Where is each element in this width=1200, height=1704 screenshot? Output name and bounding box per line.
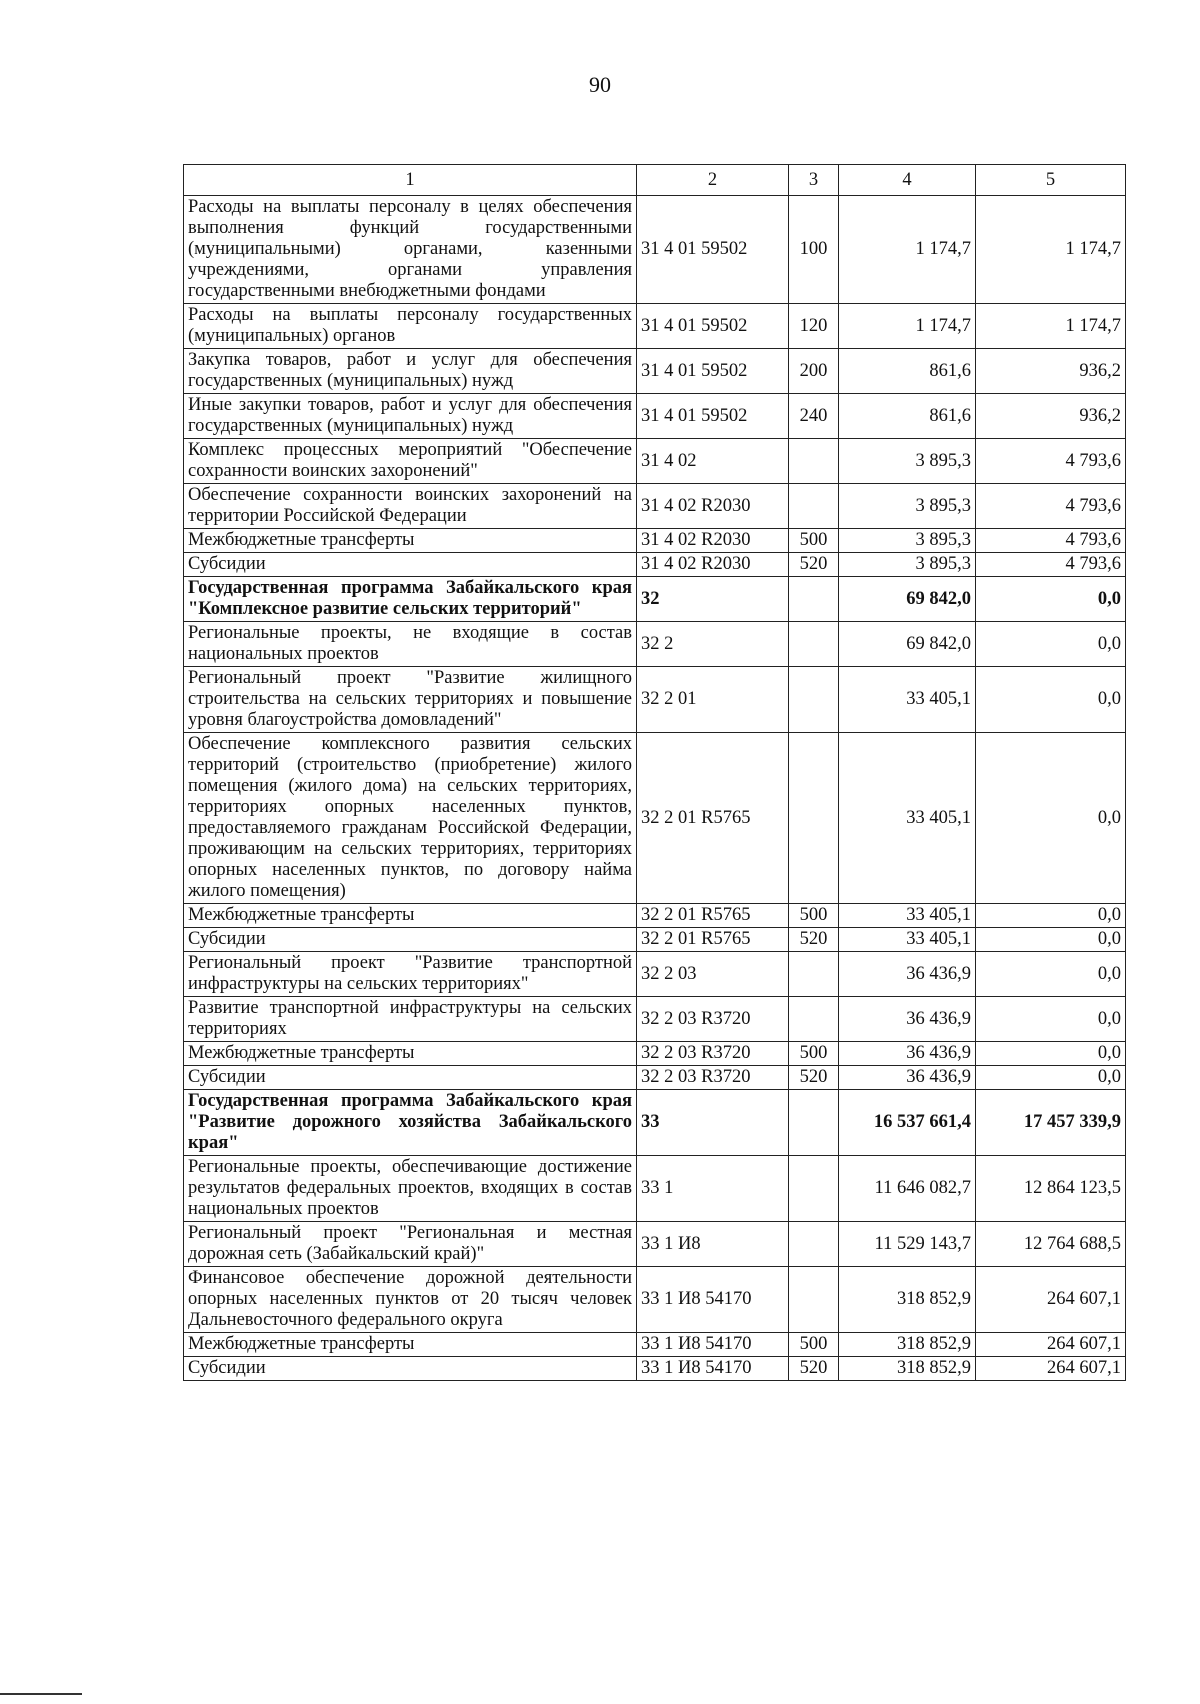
- row-name-cell: Субсидии: [184, 1066, 637, 1090]
- row-amount-year2-cell: 0,0: [976, 577, 1126, 622]
- row-name-cell: Региональные проекты, не входящие в состав национальных проектов: [184, 622, 637, 667]
- row-name-cell: Межбюджетные трансферты: [184, 904, 637, 928]
- row-amount-year1-cell: 33 405,1: [839, 667, 976, 733]
- table-row: [184, 529, 1126, 553]
- table-row: [184, 1357, 1126, 1381]
- row-amount-year2-cell: 0,0: [976, 928, 1126, 952]
- row-name-cell: Региональный проект "Развитие транспортной инфраструктуры на сельских территориях": [184, 952, 637, 997]
- row-name-cell: Обеспечение сохранности воинских захоронений на территории Российской Федерации: [184, 484, 637, 529]
- table-row: [184, 439, 1126, 484]
- row-type-cell: [789, 577, 839, 622]
- table-row: [184, 1156, 1126, 1222]
- row-code-cell: 32 2 03: [637, 952, 789, 997]
- row-code-cell: 32 2 01 R5765: [637, 904, 789, 928]
- table-row: [184, 1090, 1126, 1156]
- row-code-cell: 33 1 И8 54170: [637, 1357, 789, 1381]
- row-name-cell: Расходы на выплаты персоналу государственных (муниципальных) органов: [184, 304, 637, 349]
- row-code-cell: 32: [637, 577, 789, 622]
- table-row: [184, 394, 1126, 439]
- table-row: [184, 1042, 1126, 1066]
- row-type-cell: [789, 1267, 839, 1333]
- row-type-cell: 520: [789, 1066, 839, 1090]
- row-amount-year2-cell: 0,0: [976, 733, 1126, 904]
- row-type-cell: [789, 1156, 839, 1222]
- row-code-cell: 32 2 03 R3720: [637, 997, 789, 1042]
- row-code-cell: 33: [637, 1090, 789, 1156]
- header-col-1: 1: [184, 165, 637, 196]
- table-row: [184, 904, 1126, 928]
- row-type-cell: [789, 1222, 839, 1267]
- row-amount-year1-cell: 33 405,1: [839, 904, 976, 928]
- table-row: [184, 577, 1126, 622]
- row-name-cell: Межбюджетные трансферты: [184, 1333, 637, 1357]
- row-amount-year1-cell: 3 895,3: [839, 553, 976, 577]
- row-amount-year1-cell: 861,6: [839, 394, 976, 439]
- row-amount-year1-cell: 1 174,7: [839, 304, 976, 349]
- row-amount-year1-cell: 3 895,3: [839, 484, 976, 529]
- row-amount-year1-cell: 318 852,9: [839, 1333, 976, 1357]
- row-amount-year2-cell: 936,2: [976, 349, 1126, 394]
- row-amount-year2-cell: 264 607,1: [976, 1267, 1126, 1333]
- row-code-cell: 31 4 01 59502: [637, 394, 789, 439]
- row-type-cell: 240: [789, 394, 839, 439]
- row-amount-year1-cell: 3 895,3: [839, 439, 976, 484]
- page-number: 90: [589, 72, 611, 97]
- row-amount-year1-cell: 1 174,7: [839, 196, 976, 304]
- row-name-cell: Комплекс процессных мероприятий "Обеспечение сохранности воинских захоронений": [184, 439, 637, 484]
- row-type-cell: [789, 952, 839, 997]
- row-code-cell: 31 4 02 R2030: [637, 529, 789, 553]
- row-amount-year2-cell: 4 793,6: [976, 439, 1126, 484]
- row-name-cell: Субсидии: [184, 928, 637, 952]
- budget-table: [183, 164, 1126, 1381]
- row-code-cell: 33 1: [637, 1156, 789, 1222]
- row-amount-year1-cell: 36 436,9: [839, 1042, 976, 1066]
- row-code-cell: 31 4 01 59502: [637, 196, 789, 304]
- row-type-cell: 520: [789, 1357, 839, 1381]
- row-amount-year1-cell: 69 842,0: [839, 622, 976, 667]
- row-amount-year2-cell: 1 174,7: [976, 196, 1126, 304]
- row-amount-year2-cell: 4 793,6: [976, 553, 1126, 577]
- header-col-3: 3: [789, 165, 839, 196]
- row-amount-year1-cell: 36 436,9: [839, 952, 976, 997]
- row-code-cell: 32 2: [637, 622, 789, 667]
- row-type-cell: [789, 484, 839, 529]
- row-name-cell: Обеспечение комплексного развития сельских территорий (строительство (приобретение) жилого помещения (жилого дома) на сельских территориях, территориях опорных населенных пунктов, предоставляемого гражданам Российской Федерации, проживающим на сельских территориях, территориях опорных населенных пунктов, по договору найма жилого помещения): [184, 733, 637, 904]
- row-amount-year2-cell: 17 457 339,9: [976, 1090, 1126, 1156]
- table-row: [184, 667, 1126, 733]
- row-amount-year1-cell: 318 852,9: [839, 1357, 976, 1381]
- table-row: [184, 1222, 1126, 1267]
- row-amount-year2-cell: 0,0: [976, 952, 1126, 997]
- row-amount-year2-cell: 12 764 688,5: [976, 1222, 1126, 1267]
- row-amount-year2-cell: 0,0: [976, 1066, 1126, 1090]
- row-name-cell: Межбюджетные трансферты: [184, 529, 637, 553]
- table-row: [184, 484, 1126, 529]
- row-type-cell: [789, 733, 839, 904]
- row-amount-year2-cell: 12 864 123,5: [976, 1156, 1126, 1222]
- row-type-cell: 520: [789, 928, 839, 952]
- row-code-cell: 32 2 01 R5765: [637, 928, 789, 952]
- row-name-cell: Региональные проекты, обеспечивающие достижение результатов федеральных проектов, входящих в состав национальных проектов: [184, 1156, 637, 1222]
- table-row: [184, 733, 1126, 904]
- row-amount-year2-cell: 4 793,6: [976, 484, 1126, 529]
- row-type-cell: [789, 667, 839, 733]
- row-code-cell: 32 2 03 R3720: [637, 1066, 789, 1090]
- row-name-cell: Государственная программа Забайкальского края "Развитие дорожного хозяйства Забайкальского края": [184, 1090, 637, 1156]
- row-amount-year2-cell: 264 607,1: [976, 1333, 1126, 1357]
- row-amount-year1-cell: 11 646 082,7: [839, 1156, 976, 1222]
- row-name-cell: Развитие транспортной инфраструктуры на сельских территориях: [184, 997, 637, 1042]
- row-type-cell: [789, 1090, 839, 1156]
- row-type-cell: [789, 439, 839, 484]
- row-code-cell: 33 1 И8 54170: [637, 1267, 789, 1333]
- table-row: [184, 553, 1126, 577]
- row-code-cell: 32 2 03 R3720: [637, 1042, 789, 1066]
- scan-artifact-line: [0, 1693, 82, 1695]
- table-row: [184, 622, 1126, 667]
- row-type-cell: 500: [789, 1042, 839, 1066]
- table-row: [184, 928, 1126, 952]
- row-amount-year2-cell: 1 174,7: [976, 304, 1126, 349]
- row-type-cell: [789, 622, 839, 667]
- row-code-cell: 31 4 01 59502: [637, 304, 789, 349]
- row-name-cell: Государственная программа Забайкальского края "Комплексное развитие сельских территорий": [184, 577, 637, 622]
- row-name-cell: Иные закупки товаров, работ и услуг для обеспечения государственных (муниципальных) нужд: [184, 394, 637, 439]
- header-col-5: 5: [976, 165, 1126, 196]
- table-row: [184, 304, 1126, 349]
- row-amount-year2-cell: 0,0: [976, 904, 1126, 928]
- row-amount-year1-cell: 861,6: [839, 349, 976, 394]
- table-row: [184, 1333, 1126, 1357]
- row-code-cell: 32 2 01: [637, 667, 789, 733]
- table-row: [184, 997, 1126, 1042]
- row-type-cell: 120: [789, 304, 839, 349]
- row-type-cell: 500: [789, 904, 839, 928]
- row-name-cell: Закупка товаров, работ и услуг для обеспечения государственных (муниципальных) нужд: [184, 349, 637, 394]
- row-amount-year1-cell: 69 842,0: [839, 577, 976, 622]
- row-amount-year1-cell: 36 436,9: [839, 1066, 976, 1090]
- table-row: [184, 1267, 1126, 1333]
- row-amount-year2-cell: 264 607,1: [976, 1357, 1126, 1381]
- row-name-cell: Субсидии: [184, 1357, 637, 1381]
- row-amount-year1-cell: 33 405,1: [839, 928, 976, 952]
- row-amount-year1-cell: 33 405,1: [839, 733, 976, 904]
- header-col-4: 4: [839, 165, 976, 196]
- row-amount-year2-cell: 0,0: [976, 997, 1126, 1042]
- row-name-cell: Финансовое обеспечение дорожной деятельности опорных населенных пунктов от 20 тысяч человек Дальневосточного федерального округа: [184, 1267, 637, 1333]
- row-amount-year1-cell: 11 529 143,7: [839, 1222, 976, 1267]
- row-amount-year1-cell: 36 436,9: [839, 997, 976, 1042]
- row-code-cell: 33 1 И8 54170: [637, 1333, 789, 1357]
- row-type-cell: 500: [789, 1333, 839, 1357]
- row-name-cell: Региональный проект "Региональная и местная дорожная сеть (Забайкальский край)": [184, 1222, 637, 1267]
- row-name-cell: Региональный проект "Развитие жилищного строительства на сельских территориях и повышение уровня благоустройства домовладений": [184, 667, 637, 733]
- row-name-cell: Расходы на выплаты персоналу в целях обеспечения выполнения функций государственными (муниципальными) органами, казенными учреждениями, органами управления государственными внебюджетными фондами: [184, 196, 637, 304]
- row-amount-year2-cell: 4 793,6: [976, 529, 1126, 553]
- row-code-cell: 31 4 02 R2030: [637, 484, 789, 529]
- row-type-cell: 100: [789, 196, 839, 304]
- row-amount-year1-cell: 3 895,3: [839, 529, 976, 553]
- table-row: [184, 196, 1126, 304]
- table-row: [184, 349, 1126, 394]
- header-col-2: 2: [637, 165, 789, 196]
- table-row: [184, 952, 1126, 997]
- row-name-cell: Субсидии: [184, 553, 637, 577]
- row-amount-year2-cell: 0,0: [976, 1042, 1126, 1066]
- row-type-cell: 500: [789, 529, 839, 553]
- row-amount-year1-cell: 318 852,9: [839, 1267, 976, 1333]
- row-amount-year2-cell: 0,0: [976, 667, 1126, 733]
- row-type-cell: [789, 997, 839, 1042]
- row-amount-year1-cell: 16 537 661,4: [839, 1090, 976, 1156]
- row-amount-year2-cell: 0,0: [976, 622, 1126, 667]
- row-type-cell: 200: [789, 349, 839, 394]
- row-code-cell: 31 4 02: [637, 439, 789, 484]
- row-code-cell: 33 1 И8: [637, 1222, 789, 1267]
- row-amount-year2-cell: 936,2: [976, 394, 1126, 439]
- table-header-row: [184, 165, 1126, 196]
- row-type-cell: 520: [789, 553, 839, 577]
- table-row: [184, 1066, 1126, 1090]
- row-code-cell: 31 4 01 59502: [637, 349, 789, 394]
- row-name-cell: Межбюджетные трансферты: [184, 1042, 637, 1066]
- row-code-cell: 31 4 02 R2030: [637, 553, 789, 577]
- row-code-cell: 32 2 01 R5765: [637, 733, 789, 904]
